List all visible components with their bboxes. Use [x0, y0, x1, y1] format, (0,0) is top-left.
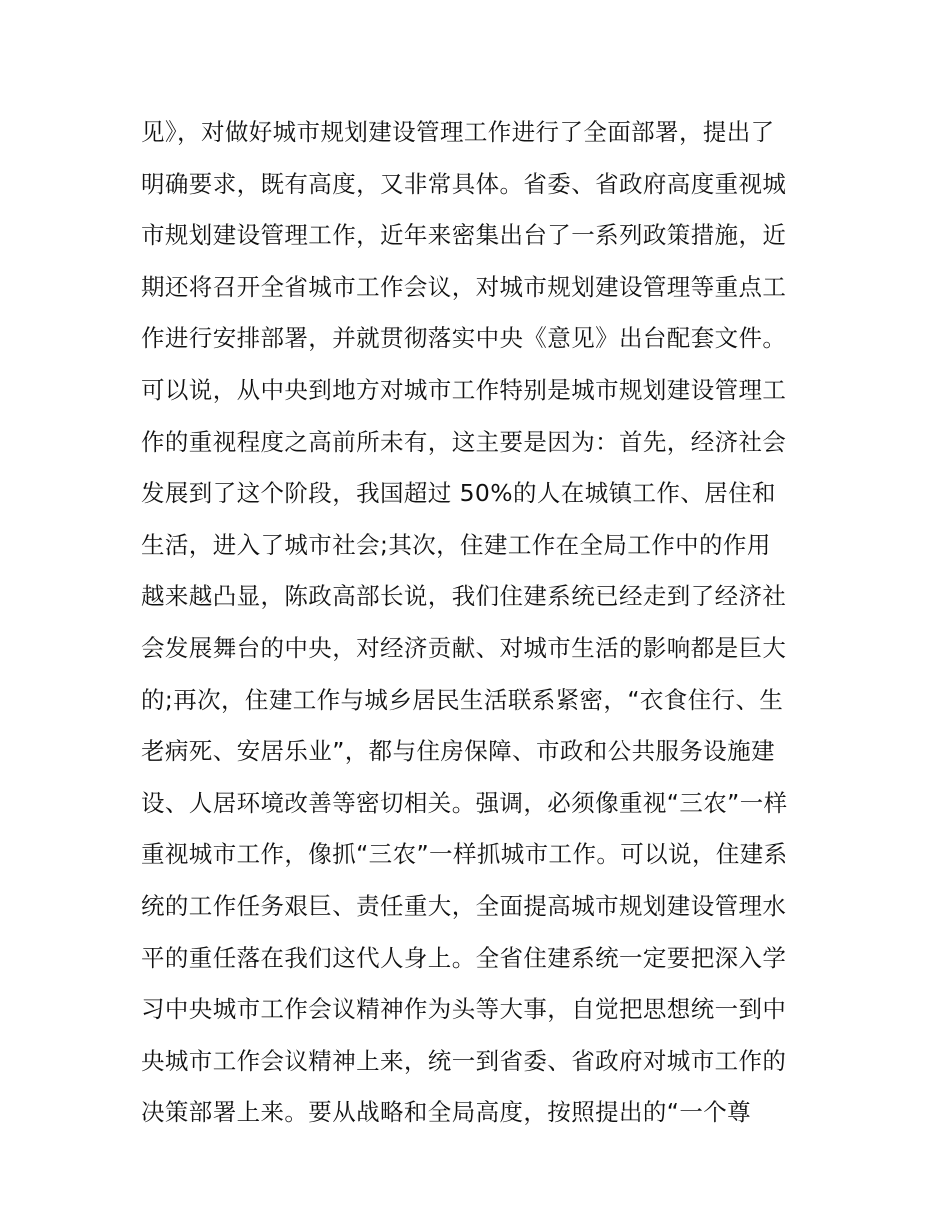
text-line: 平的重任落在我们这代人身上。全省住建系统一定要把深入学: [141, 943, 787, 972]
text-line: 决策部署上来。要从战略和全局高度，按照提出的“一个尊: [141, 1098, 752, 1127]
text-line: 见》，对做好城市规划建设管理工作进行了全面部署，提出了: [141, 118, 775, 146]
text-line: 期还将召开全省城市工作会议，对城市规划建设管理等重点工: [141, 272, 787, 301]
text-line: 作进行安排部署，并就贯彻落实中央《意见》出台配套文件。: [141, 324, 787, 353]
text-line: 设、人居环境改善等密切相关。强调，必须像重视“三农”一样: [141, 788, 788, 817]
text-line: 市规划建设管理工作，近年来密集出台了一系列政策措施，近: [141, 221, 787, 250]
text-line: 发展到了这个阶段，我国超过 50%的人在城镇工作、居住和: [141, 479, 776, 508]
text-line: 统的工作任务艰巨、责任重大，全面提高城市规划建设管理水: [141, 891, 787, 920]
text-line: 老病死、安居乐业”，都与住房保障、市政和公共服务设施建: [141, 737, 775, 766]
text-line: 会发展舞台的中央，对经济贡献、对城市生活的影响都是巨大: [141, 633, 787, 662]
text-line: 央城市工作会议精神上来，统一到省委、省政府对城市工作的: [141, 1046, 787, 1075]
text-line: 重视城市工作，像抓“三农”一样抓城市工作。可以说，住建系: [141, 840, 788, 869]
text-line: 的;再次，住建工作与城乡居民生活联系紧密，“衣食住行、生: [141, 685, 784, 714]
text-line: 作的重视程度之高前所未有，这主要是因为：首先，经济社会: [141, 427, 787, 456]
text-line: 明确要求，既有高度，又非常具体。省委、省政府高度重视城: [141, 169, 787, 198]
text-line: 习中央城市工作会议精神作为头等大事，自觉把思想统一到中: [141, 995, 787, 1024]
text-line: 生活，进入了城市社会;其次，住建工作在全局工作中的作用: [141, 530, 771, 559]
body-text: [141, 107, 821, 1139]
text-line: 越来越凸显，陈政高部长说，我们住建系统已经走到了经济社: [141, 582, 787, 611]
text-line: 可以说，从中央到地方对城市工作特别是城市规划建设管理工: [141, 375, 787, 404]
